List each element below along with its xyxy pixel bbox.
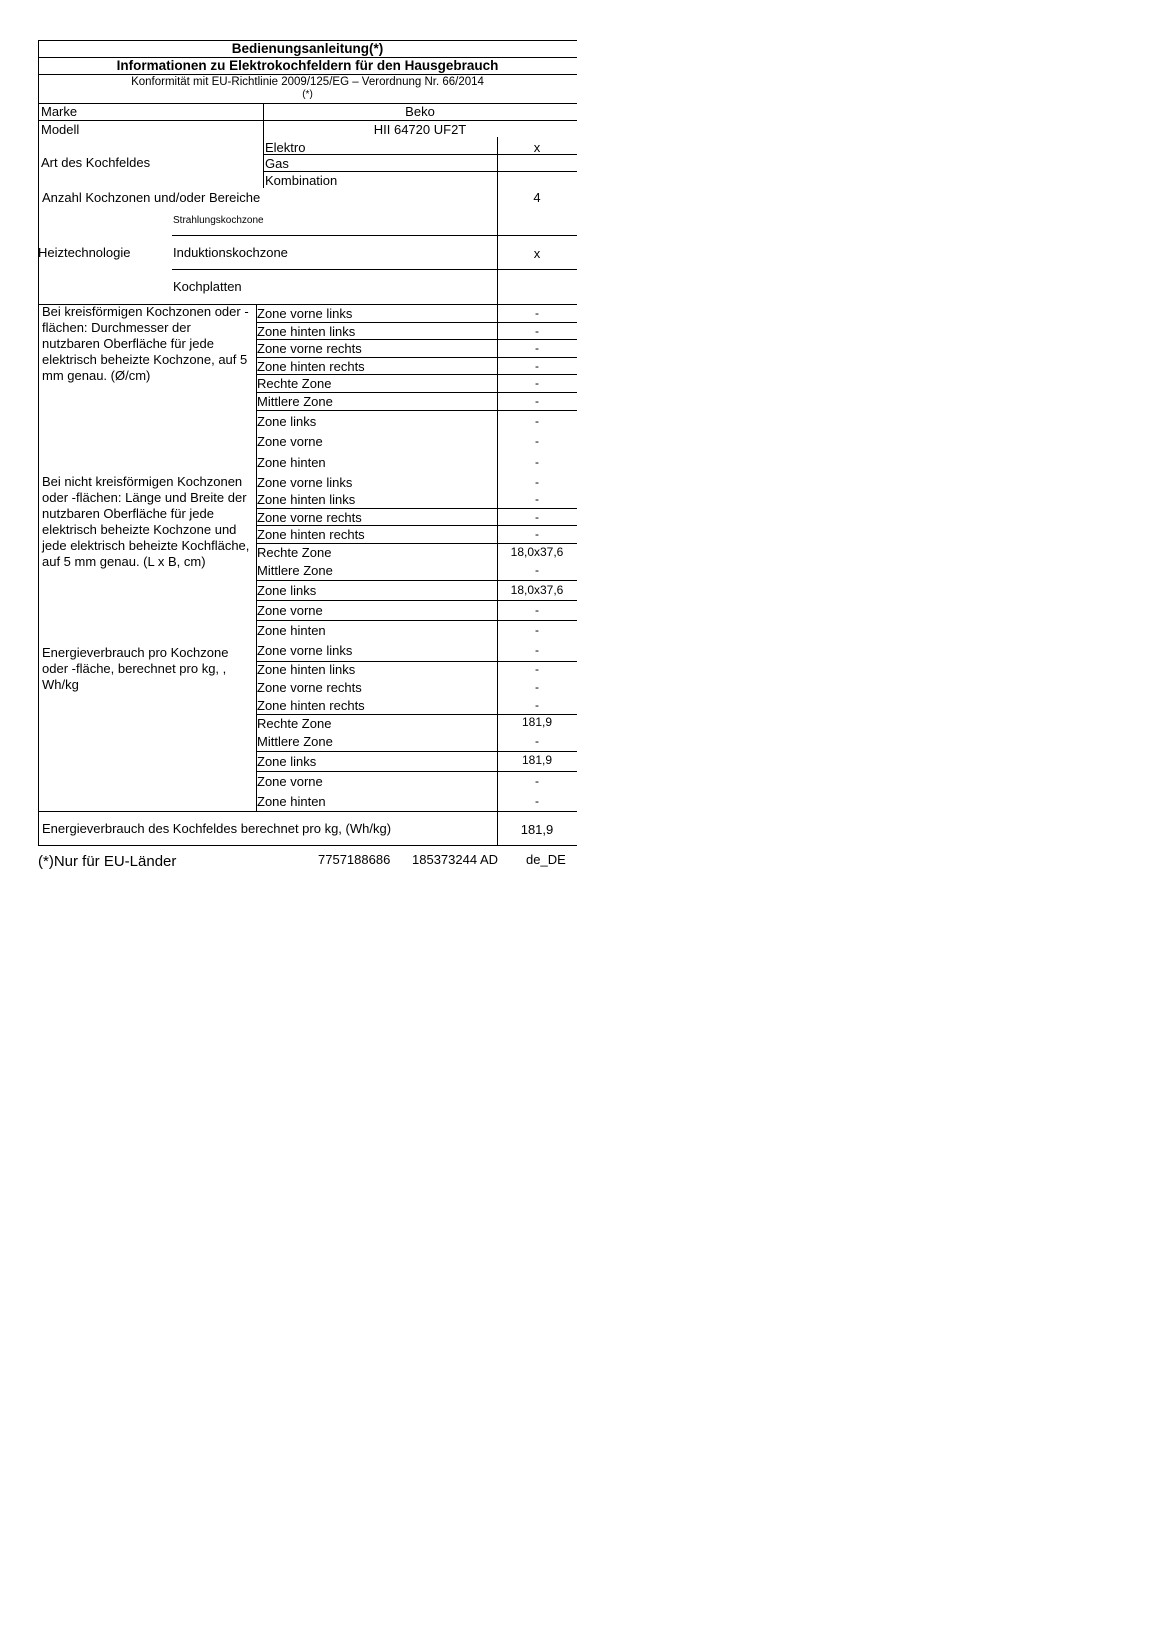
zone-name: Mittlere Zone xyxy=(257,563,333,578)
divider xyxy=(256,357,577,358)
heating-option: Induktionskochzone xyxy=(173,245,288,260)
zone-value: 181,9 xyxy=(521,753,553,767)
zone-value: - xyxy=(535,774,539,788)
conformity-text: Konformität mit EU-Richtlinie 2009/125/EG – Verordnung Nr. 66/2014 xyxy=(131,76,484,88)
divider xyxy=(256,600,577,601)
zone-value: 18,0x37,6 xyxy=(510,545,564,559)
brand-label: Marke xyxy=(41,104,78,119)
zone-name: Zone hinten xyxy=(257,794,326,809)
energy-zone-label: Energieverbrauch pro Kochzone oder -fläche, berechnet pro kg, , Wh/kg xyxy=(42,645,229,692)
column-divider xyxy=(256,304,257,811)
zone-name: Zone hinten links xyxy=(257,324,356,339)
zone-name: Zone links xyxy=(257,583,317,598)
zone-name: Zone vorne rechts xyxy=(257,510,362,525)
divider xyxy=(172,235,577,236)
zone-name: Zone hinten links xyxy=(257,492,356,507)
zone-value: - xyxy=(535,643,539,657)
zone-name: Rechte Zone xyxy=(257,545,332,560)
heating-option: Strahlungskochzone xyxy=(173,215,264,226)
divider xyxy=(256,322,577,323)
divider xyxy=(263,154,577,155)
zone-name: Zone vorne xyxy=(257,774,323,789)
divider xyxy=(256,525,577,526)
zone-name: Zone links xyxy=(257,754,317,769)
footer-note: (*)Nur für EU-Länder xyxy=(38,853,177,870)
heating-label: Heiztechnologie xyxy=(38,245,131,260)
footer-code: 7757188686 xyxy=(318,852,391,867)
divider xyxy=(256,410,577,411)
zone-value: - xyxy=(535,623,539,637)
zone-name: Zone hinten rechts xyxy=(257,698,365,713)
zone-name: Rechte Zone xyxy=(257,376,332,391)
zone-value: - xyxy=(535,341,539,355)
zone-name: Zone hinten rechts xyxy=(257,359,365,374)
divider xyxy=(256,620,577,621)
zone-value: - xyxy=(535,492,539,506)
model-label: Modell xyxy=(41,122,80,137)
zone-name: Mittlere Zone xyxy=(257,394,333,409)
zone-name: Zone hinten xyxy=(257,455,326,470)
zone-name: Rechte Zone xyxy=(257,716,332,731)
divider xyxy=(38,103,577,104)
energy-total-label: Energieverbrauch des Kochfeldes berechnet pro kg, (Wh/kg) xyxy=(42,821,392,836)
divider xyxy=(38,120,577,121)
divider xyxy=(256,543,577,544)
zone-name: Zone vorne xyxy=(257,434,323,449)
zone-value: - xyxy=(535,563,539,577)
divider xyxy=(256,339,577,340)
zone-name: Zone vorne rechts xyxy=(257,341,362,356)
zone-name: Zone hinten rechts xyxy=(257,527,365,542)
zone-name: Zone links xyxy=(257,414,317,429)
heating-value: x xyxy=(533,246,541,261)
zone-value: - xyxy=(535,510,539,524)
divider xyxy=(256,751,577,752)
zone-name: Zone vorne xyxy=(257,603,323,618)
energy-total-value: 181,9 xyxy=(520,822,554,837)
zone-value: - xyxy=(535,306,539,320)
zone-value: 181,9 xyxy=(521,715,553,729)
column-divider xyxy=(497,304,498,845)
zone-name: Zone vorne rechts xyxy=(257,680,362,695)
zone-value: - xyxy=(535,527,539,541)
table-bottom-border xyxy=(38,845,577,846)
zone-value: - xyxy=(535,680,539,694)
sheet-title: Bedienungsanleitung(*) xyxy=(231,41,384,56)
zone-value: - xyxy=(535,394,539,408)
hob-type-label: Art des Kochfeldes xyxy=(41,155,151,170)
zone-name: Zone vorne links xyxy=(257,643,353,658)
noncircular-label: Bei nicht kreisförmigen Kochzonen oder -flächen: Länge und Breite der nutzbaren Oberfläche für jede elektrisch beheizte Kochzone und jede elektrisch beheizte Kochfläche, auf 5 mm genau. (L x B, cm) xyxy=(42,474,250,569)
divider xyxy=(172,269,577,270)
zone-value: 18,0x37,6 xyxy=(510,583,564,597)
divider xyxy=(263,171,577,172)
brand-value: Beko xyxy=(405,104,435,119)
heating-option: Kochplatten xyxy=(173,279,242,294)
divider xyxy=(38,811,577,812)
footer-locale: de_DE xyxy=(526,852,566,867)
hob-type-option: Elektro xyxy=(265,140,306,155)
model-value: HII 64720 UF2T xyxy=(373,122,467,137)
zone-value: - xyxy=(535,455,539,469)
zone-value: - xyxy=(535,359,539,373)
zone-value: - xyxy=(535,734,539,748)
zone-name: Zone vorne links xyxy=(257,306,353,321)
circular-label: Bei kreisförmigen Kochzonen oder -flächen: Durchmesser der nutzbaren Oberfläche für jede elektrisch beheizte Kochzone, auf 5 mm genau. (Ø/cm) xyxy=(42,304,249,383)
zone-value: - xyxy=(535,414,539,428)
zone-value: - xyxy=(535,434,539,448)
hob-type-option: Kombination xyxy=(265,173,338,188)
column-divider xyxy=(497,137,498,304)
zone-value: - xyxy=(535,698,539,712)
zone-name: Zone vorne links xyxy=(257,475,353,490)
table-left-border xyxy=(38,40,39,845)
divider xyxy=(256,374,577,375)
zone-name: Zone hinten links xyxy=(257,662,356,677)
column-divider xyxy=(263,103,264,188)
zone-value: - xyxy=(535,324,539,338)
divider xyxy=(256,580,577,581)
zone-name: Zone hinten xyxy=(257,623,326,638)
divider xyxy=(256,508,577,509)
hob-type-option: Gas xyxy=(265,156,289,171)
conformity-note: (*) xyxy=(302,89,313,100)
hob-type-value: x xyxy=(533,140,541,155)
zone-value: - xyxy=(535,376,539,390)
divider xyxy=(38,74,577,75)
sheet-subtitle: Informationen zu Elektrokochfeldern für den Hausgebrauch xyxy=(116,58,499,73)
zones-count-value: 4 xyxy=(533,190,541,205)
zone-value: - xyxy=(535,603,539,617)
divider xyxy=(256,771,577,772)
zone-value: - xyxy=(535,475,539,489)
footer-code: 185373244 AD xyxy=(412,852,499,867)
divider xyxy=(256,392,577,393)
zone-value: - xyxy=(535,662,539,676)
zone-name: Mittlere Zone xyxy=(257,734,333,749)
zone-value: - xyxy=(535,794,539,808)
zones-count-label: Anzahl Kochzonen und/oder Bereiche xyxy=(42,190,261,205)
